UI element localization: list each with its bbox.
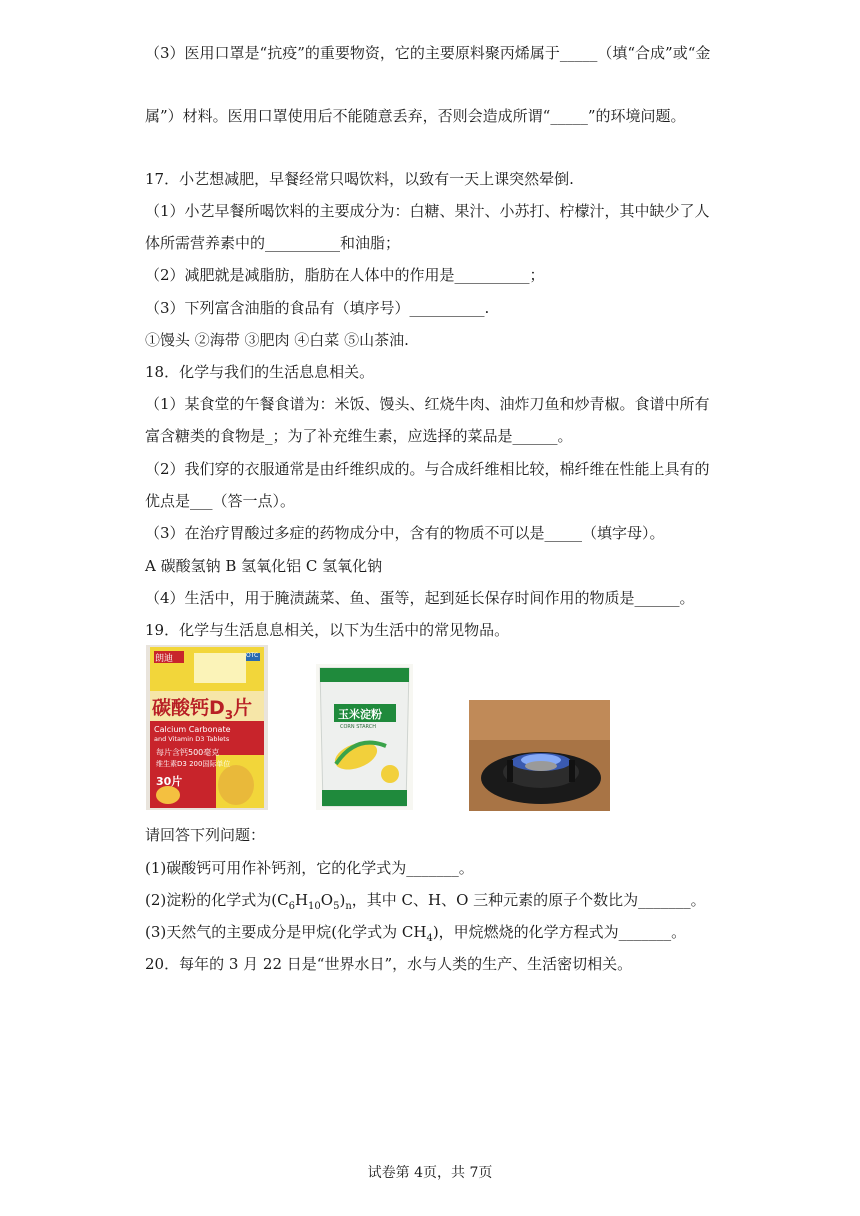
calcium-english-2: and Vitamin D3 Tablets bbox=[154, 735, 230, 743]
starch-question-text: ，其中 C、H、O 三种元素的原子个数比为_______。 bbox=[351, 891, 706, 909]
gas-stove-drawing bbox=[469, 700, 610, 811]
question-18-2-line-1: （2）我们穿的衣服通常是由纤维织成的。与合成纤维相比较，棉纤维在性能上具有的 bbox=[145, 460, 710, 478]
starch-product-name: 玉米淀粉 bbox=[338, 708, 382, 721]
question-18-title: 18．化学与我们的生活息息相关。 bbox=[145, 363, 375, 381]
calcium-tablet-box-image bbox=[146, 645, 268, 810]
question-18-4: （4）生活中，用于腌渍蔬菜、鱼、蛋等，起到延长保存时间作用的物质是______。 bbox=[145, 589, 695, 607]
methane-sub: 4 bbox=[426, 933, 433, 944]
question-18-3-options: A 碳酸氢钠 B 氢氧化铝 C 氢氧化钠 bbox=[145, 557, 383, 575]
question-17-2: （2）减肥就是减脂肪，脂肪在人体中的作用是__________； bbox=[145, 266, 545, 284]
methane-part-2: )，甲烷燃烧的化学方程式为_______。 bbox=[432, 923, 687, 941]
calcium-otc-badge: OTC bbox=[246, 652, 259, 659]
calcium-name-part2: 片 bbox=[233, 697, 253, 719]
question-19-3 bbox=[145, 923, 686, 948]
corn-starch-bag-image bbox=[316, 664, 413, 810]
question-17-1-line-1: （1）小艺早餐所喝饮料的主要成分为：白糖、果汁、小苏打、柠檬汁，其中缺少了人 bbox=[145, 202, 710, 220]
starch-formula-part-2: H bbox=[294, 891, 309, 909]
page-footer: 试卷第 4页，共 7页 bbox=[367, 1165, 493, 1181]
question-18-1-line-1: （1）某食堂的午餐食谱为：米饭、馒头、红烧牛肉、油炸刀鱼和炒青椒。食谱中所有 bbox=[145, 395, 710, 413]
calcium-english-1: Calcium Carbonate bbox=[154, 725, 231, 734]
methane-part-1: (3)天然气的主要成分是甲烷(化学式为 CH bbox=[145, 923, 427, 941]
starch-formula-part-4: ) bbox=[339, 891, 346, 909]
calcium-name-part1: 碳酸钙D bbox=[152, 697, 225, 719]
question-19-2 bbox=[145, 891, 706, 916]
question-18-1-line-2: 富含糖类的食物是_；为了补充维生素，应选择的菜品是______。 bbox=[145, 427, 573, 445]
starch-formula-sub-2: 10 bbox=[308, 901, 321, 912]
calcium-count: 30片 bbox=[156, 775, 183, 788]
question-18-2-line-2: 优点是___（答一点）。 bbox=[145, 492, 296, 510]
question-17-1-line-2: 体所需营养素中的__________和油脂； bbox=[145, 234, 401, 252]
gas-stove-flame-image bbox=[469, 700, 610, 811]
calcium-name-sub: 3 bbox=[224, 707, 234, 722]
calcium-dose-1: 每片含钙500毫克 bbox=[156, 748, 220, 757]
starch-formula-part-1: (2)淀粉的化学式为(C bbox=[145, 891, 289, 909]
calcium-dose-2: 维生素D3 200国际单位 bbox=[156, 760, 231, 768]
starch-english-name: CORN STARCH bbox=[340, 724, 376, 730]
question-19-1: (1)碳酸钙可用作补钙剂，它的化学式为_______。 bbox=[145, 859, 474, 877]
question-20-title: 20．每年的 3 月 22 日是“世界水日”，水与人类的生产、生活密切相关。 bbox=[145, 955, 633, 973]
question-19-prompt: 请回答下列问题： bbox=[145, 826, 266, 844]
calcium-product-name bbox=[152, 693, 252, 722]
starch-bag-drawing bbox=[316, 664, 413, 810]
starch-formula-part-3: O bbox=[320, 891, 334, 909]
calcium-brand: 朗迪 bbox=[155, 654, 174, 664]
starch-formula-sub-4: n bbox=[345, 901, 352, 912]
question-17-options: ①馒头 ②海带 ③肥肉 ④白菜 ⑤山茶油. bbox=[145, 331, 409, 349]
question-16-3-line-1: （3）医用口罩是“抗疫”的重要物资，它的主要原料聚丙烯属于_____（填“合成”或“金 bbox=[145, 44, 711, 62]
starch-formula-sub-1: 6 bbox=[288, 901, 295, 912]
question-18-3: （3）在治疗胃酸过多症的药物成分中，含有的物质不可以是_____（填字母）。 bbox=[145, 524, 665, 542]
question-17-3: （3）下列富含油脂的食品有（填序号）__________. bbox=[145, 299, 490, 317]
question-19-title: 19．化学与生活息息相关，以下为生活中的常见物品。 bbox=[145, 621, 510, 639]
starch-formula-sub-3: 5 bbox=[333, 901, 340, 912]
question-16-3-line-2: 属”）材料。医用口罩使用后不能随意丢弃，否则会造成所谓“_____”的环境问题。 bbox=[145, 107, 686, 125]
question-17-title: 17．小艺想减肥，早餐经常只喝饮料，以致有一天上课突然晕倒. bbox=[145, 170, 574, 188]
